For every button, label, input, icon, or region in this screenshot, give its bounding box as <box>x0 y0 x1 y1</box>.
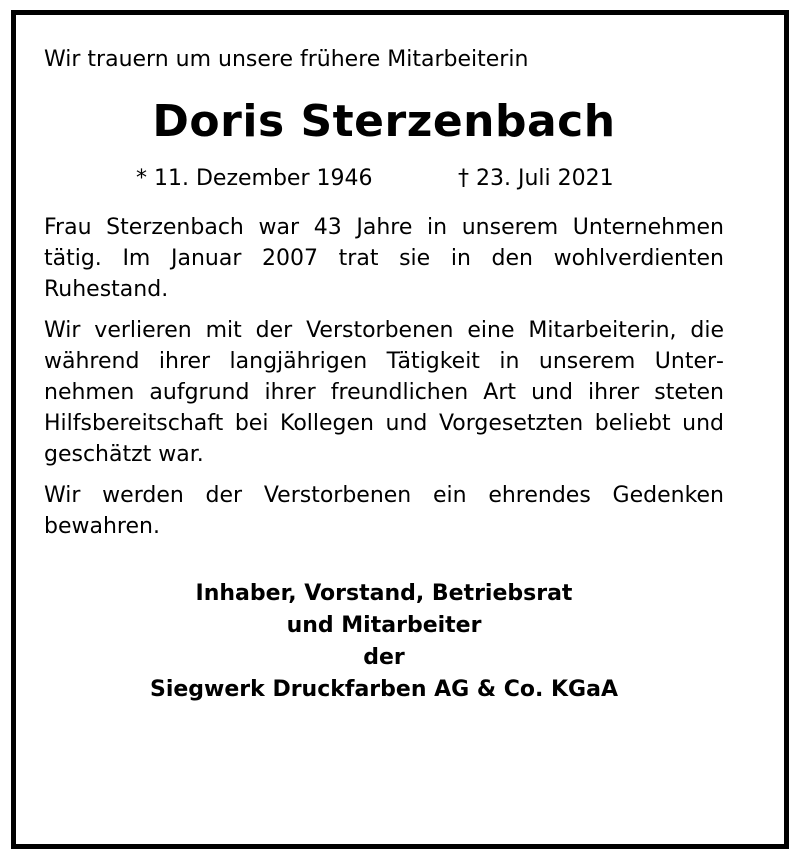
deceased-name: Doris Sterzenbach <box>152 96 616 147</box>
intro-line: Wir trauern um unsere frühere Mitarbeiterin <box>44 47 529 72</box>
signature-company: Siegwerk Druckfarben AG & Co. KGaA <box>150 677 618 702</box>
paragraph-remembrance: Wir werden der Verstorbenen ein ehrendes Gedenken bewahren. <box>44 483 724 539</box>
signature-line-3: der <box>363 645 405 670</box>
death-date: † 23. Juli 2021 <box>458 166 614 191</box>
signature-line-1: Inhaber, Vorstand, Betriebsrat <box>195 581 573 606</box>
signature-line-2: und Mitarbeiter <box>286 613 482 638</box>
obituary-notice <box>44 46 724 706</box>
life-dates <box>44 164 724 198</box>
birth-date: * 11. Dezember 1946 <box>136 166 373 191</box>
paragraph-tribute: Wir verlieren mit der Verstorbenen eine Mitarbeiterin, die während ihrer langjährigen Tätigkeit in unserem Unternehmen aufgrund ihrer freundlichen Art und ihrer steten Hilfsbereitschaft bei Kollegen und Vorgesetzten beliebt und geschätzt war. <box>44 318 724 467</box>
paragraph-tenure: Frau Sterzenbach war 43 Jahre in unserem Unternehmen tätig. Im Januar 2007 trat sie in den wohlverdienten Ruhestand. <box>44 215 724 302</box>
signature-block <box>44 578 724 706</box>
